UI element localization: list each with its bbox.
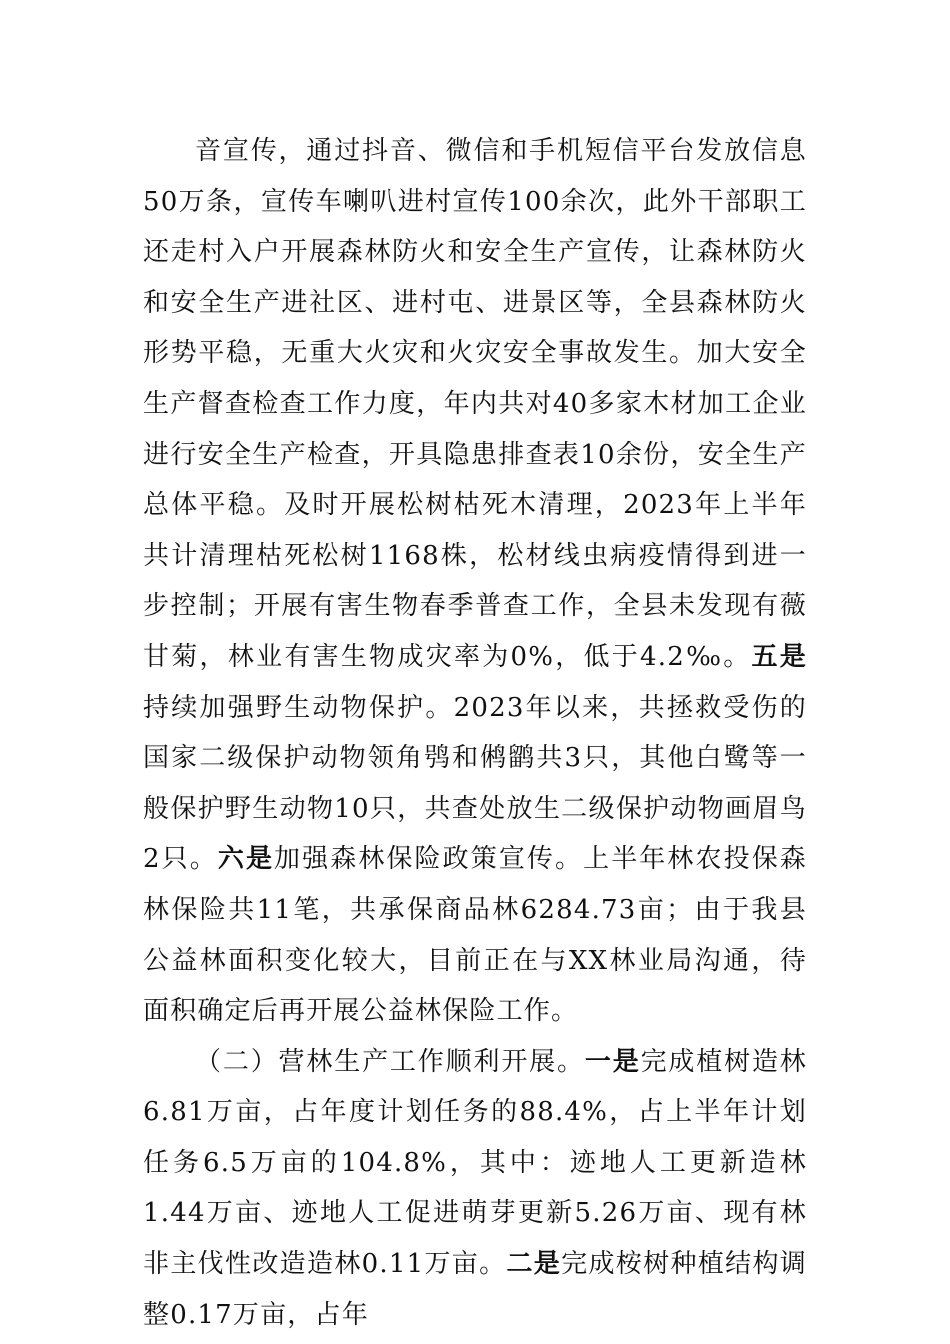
paragraph-text: 加强森林保险政策宣传。上半年林农投保森林保险共11笔，共承保商品林6284.73亩；由于我县公益林面积变化较大，目前正在与XX林业局沟通，待面积确定后再开展公益林保险工作。	[143, 844, 807, 1027]
keyword-second: 二是	[506, 1249, 562, 1280]
document-body	[143, 126, 807, 1340]
paragraph-text: 音宣传，通过抖音、微信和手机短信平台发放信息50万条，宣传车喇叭进村宣传100余次，此外干部职工还走村入户开展森林防火和安全生产宣传，让森林防火和安全生产进社区、进村屯、进景区等，全县森林防火形势平稳，无重大火灾和火灾安全事故发生。加大安全生产督查检查工作力度，年内共对40多家木材加工企业进行安全生产检查，开具隐患排查表10余份，安全生产总体平稳。及时开展松树枯死木清理，2023年上半年共计清理枯死松树1168株，松材线虫病疫情得到进一步控制；开展有害生物春季普查工作，全县未发现有薇甘菊，林业有害生物成灾率为0%，低于4.2‰。	[143, 136, 807, 672]
paragraph-text: 完成植树造林6.81万亩，占年度计划任务的88.4%，占上半年计划任务6.5万亩的104.8%，其中：迹地人工更新造林1.44万亩、迹地人工促进萌芽更新5.26万亩、现有林非主伐性改造造林0.11万亩。	[143, 1046, 807, 1280]
keyword-sixth: 六是	[217, 844, 275, 875]
section-heading: （二）营林生产工作顺利开展。	[195, 1046, 585, 1077]
paragraph-text: 持续加强野生动物保护。2023年以来，共拯救受伤的国家二级保护动物领角鸮和鸺鹠共3只，其他白鹭等一般保护野生动物10只，共查处放生二级保护动物画眉鸟2只。	[143, 692, 807, 875]
keyword-fifth: 五是	[751, 641, 807, 672]
paragraph-afforestation	[143, 1037, 807, 1341]
keyword-first: 一是	[584, 1046, 641, 1077]
paragraph-forest-fire-safety	[143, 126, 807, 1037]
paragraph-text: 完成桉树种植结构调整0.17万亩，占年	[143, 1249, 807, 1330]
